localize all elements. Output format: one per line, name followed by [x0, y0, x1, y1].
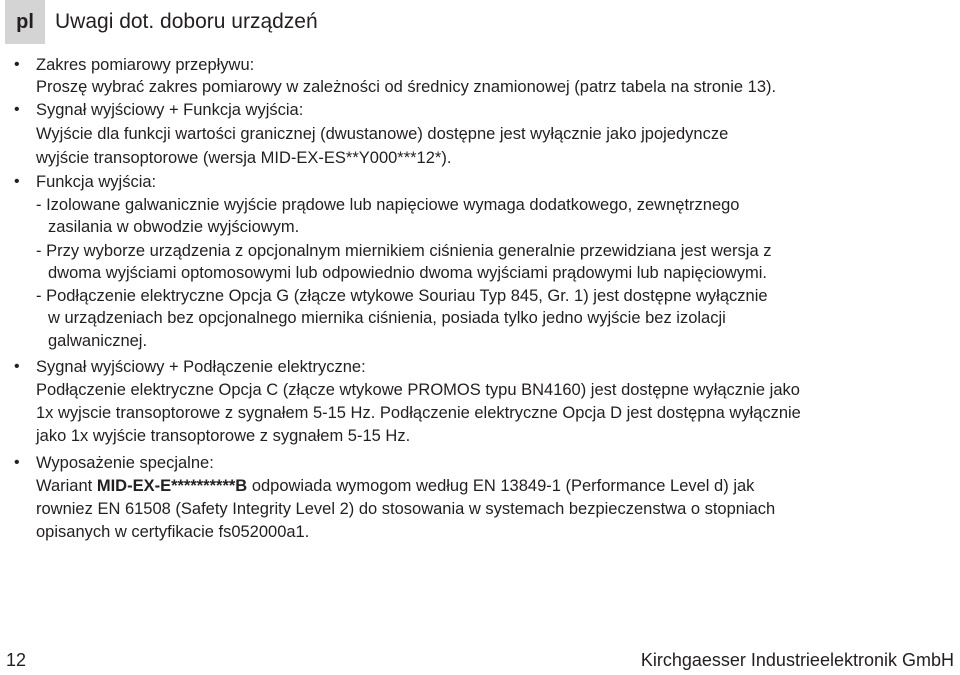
item-text: jako 1x wyjście transoptorowe z sygnałem 5-15 Hz.: [36, 427, 411, 445]
item-text: zasilania w obwodzie wyjściowym.: [48, 218, 300, 236]
bullet: •: [14, 358, 20, 375]
item-text: wyjście transoptorowe (wersja MID-EX-ES**Y000***12*).: [36, 149, 452, 167]
company-name: Kirchgaesser Industrieelektronik GmbH: [640, 650, 954, 670]
bullet: •: [14, 101, 20, 118]
item-text: dwoma wyjściami optomosowymi lub odpowiednio dwoma wyjściami prądowymi lub napięciowymi.: [48, 264, 767, 282]
item-text: - Przy wyborze urządzenia z opcjonalnym miernikiem ciśnienia generalnie przewidziana jest wersja z: [36, 242, 772, 260]
bullet: •: [14, 56, 20, 73]
item-text: rowniez EN 61508 (Safety Integrity Level 2) do stosowania w systemach bezpieczenstwa o stopniach: [36, 500, 776, 518]
variant-code: MID-EX-E**********B: [96, 477, 248, 495]
bullet: •: [14, 173, 20, 190]
item-text: - Izolowane galwanicznie wyjście prądowe lub napięciowe wymaga dodatkowego, zewnętrznego: [36, 196, 740, 214]
item-text: [36, 475, 754, 497]
language-tag: pl: [5, 0, 45, 44]
page-header: [0, 0, 960, 44]
page-number: 12: [6, 650, 27, 670]
item-text: - Podłączenie elektryczne Opcja G (złącze wtykowe Souriau Typ 845, Gr. 1) jest dostępne wyłącznie: [36, 287, 768, 305]
item-heading: Sygnał wyjściowy + Podłączenie elektryczne:: [36, 358, 366, 376]
item-text: 1x wyjscie transoptorowe z sygnałem 5-15 Hz. Podłączenie elektryczne Opcja D jest dostępna wyłącznie: [36, 404, 801, 422]
item-text: galwanicznej.: [48, 332, 148, 350]
item-text: Podłączenie elektryczne Opcja C (złącze wtykowe PROMOS typu BN4160) jest dostępne wyłącznie jako: [36, 381, 800, 399]
item-heading: Zakres pomiarowy przepływu:: [36, 56, 255, 74]
page-title: Uwagi dot. doboru urządzeń: [55, 10, 318, 33]
item-text: Wyjście dla funkcji wartości granicznej (dwustanowe) dostępne jest wyłącznie jako jpojedyncze: [36, 125, 729, 143]
variant-prefix: Wariant: [36, 477, 97, 495]
variant-description: odpowiada wymogom według EN 13849-1 (Performance Level d) jak: [251, 477, 755, 495]
item-text: opisanych w certyfikacie fs052000a1.: [36, 523, 310, 541]
item-text: w urządzeniach bez opcjonalnego miernika ciśnienia, posiada tylko jedno wyjście bez izolacji: [48, 309, 726, 327]
item-text: Proszę wybrać zakres pomiarowy w zależności od średnicy znamionowej (patrz tabela na stronie 13).: [36, 78, 777, 96]
item-heading: Sygnał wyjściowy + Funkcja wyjścia:: [36, 101, 304, 119]
item-heading: Funkcja wyjścia:: [36, 173, 157, 191]
item-heading: Wyposażenie specjalne:: [36, 454, 214, 472]
bullet: •: [14, 454, 20, 471]
